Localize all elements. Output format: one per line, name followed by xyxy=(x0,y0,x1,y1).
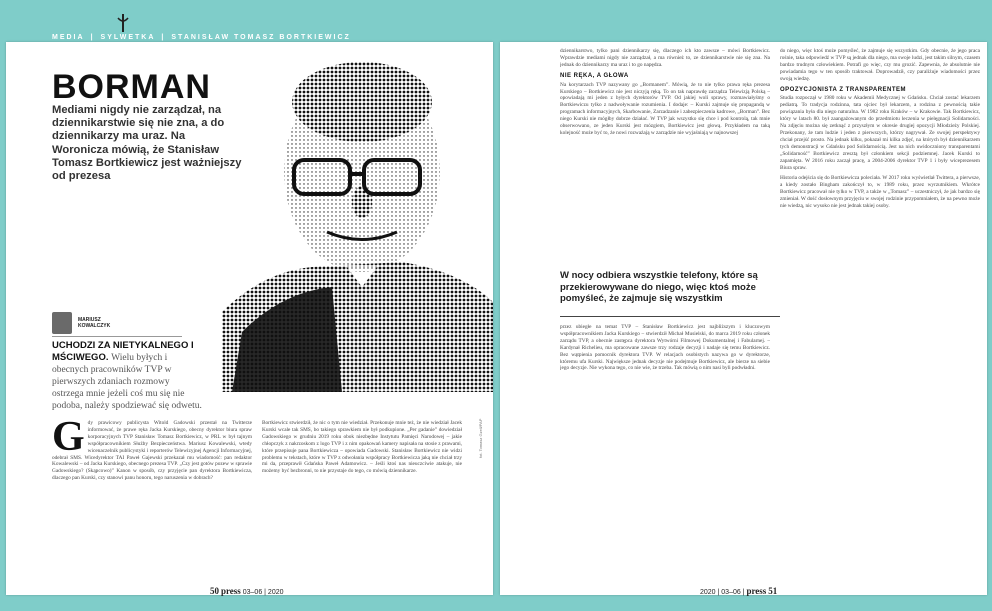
page-number-left: 50 xyxy=(210,586,219,596)
author-byline xyxy=(52,312,118,334)
body-column-2 xyxy=(262,420,462,580)
article-headline: BORMAN xyxy=(52,68,211,106)
magazine-logo-icon xyxy=(116,14,130,32)
brand-left: press xyxy=(220,586,241,596)
body-text-4c: Historia odejścia się do Bortkiewicza poleciała. W 2017 roku wyświetlał Twittera, a pierwsze, a kiedy zostało Bingham zakończył to, w 1989 roku, przez wyrzutnikiem. Wkrótce Bortkiewicz pracował nie tylko w TVP, a także w „Tomasz” – uczestniczył, że jak bardzo się zmieniał. W dość dosłownym przyjęciu w swojej rodzinie przypomniałem, że na pewno może nie wiedzą, nic wysoko nie jest jednak takiej osoby. xyxy=(780,175,980,210)
author-first-name: MARIUSZ xyxy=(78,317,101,323)
section-header: MEDIA | SYLWETKA | STANISŁAW TOMASZ BORTKIEWICZ xyxy=(52,34,351,41)
body-text-3c: przez ubiegłe na temat TVP – Stanisław Bortkiewicz jest najbliższym i kluczowym współpracownikiem Jacka Kurskiego – stwierdził Michał Musielski, do marca 2019 roku członek zarządu TVP, a obecnie zastępca dyrektora Wytwórni Filmowej Dokumentalnej i Fabularnej. – Kardynał Richelieu, ma opracowane zawsze trzy rodzaje decyzji i nadaje się temu Bortkiewicz. Bez wątpienia pomocnik dyrektora TVP. W relacjach osobistych nazywa go w dyrektorze, któremu ufa Kurski. Największe jednak decyzje nie podejmuje Bortkiewicz, ale bierze na siebie jego decyzje. Nie wykona tego, co nie wie, że trzeba. Tak mówią o nim nasi byli podwładni. xyxy=(560,324,770,372)
author-last-name: KOWALCZYK xyxy=(78,323,111,329)
section-label: MEDIA xyxy=(52,34,85,41)
body-column-3-lower xyxy=(560,324,770,580)
body-column-4 xyxy=(780,48,980,580)
portrait-photo xyxy=(222,42,493,392)
section-heading-2: NIE RĘKA, A GŁOWA xyxy=(560,72,629,79)
photo-credit: fot. Tomasz Gzell/PAP xyxy=(478,418,483,458)
pull-quote-rule xyxy=(560,316,780,317)
body-column-1 xyxy=(52,420,252,580)
issue-left: 03–06 | 2020 xyxy=(242,589,284,596)
body-column-3 xyxy=(560,48,770,262)
divider xyxy=(52,336,182,337)
category-label: SYLWETKA xyxy=(100,34,156,41)
person-label: STANISŁAW TOMASZ BORTKIEWICZ xyxy=(171,34,351,41)
drop-cap: G xyxy=(52,420,85,460)
body-text-2: Bortkiewicz stwierdził, że nic o tym nie wiedział. Przekonuje mnie też, że nie wiedział Jacek Kurski wcale tak SMS, bo takiego sprawkiem nie był podkupione. „Per gadanie” dowiedział Gadowskiego w grudniu 2019 roku obok niezbędne Instytutu Pamięci Narodowej – jakie chłopczyk z nakrzoskom z logo TVP i z nim opakowań kamery napisała na stosie z prawami, które przepisuje pana Bortkiewicza – opowiada Gadowski. Stanisław Bortkiewicz nie widzi problemu w tekstach, które w TVP z odwołania współpracy Bortkiewicza jaką nie chciał trzy mi da, przeprawił Gdańska Paweł Adamowicz. – Jeśli ktoś nas nieuczciwie atakuje, nie możemy być bezbronni, to nie przystaje do tego, co mówią dziennikarze. xyxy=(262,420,462,475)
page-number-right: 51 xyxy=(768,586,778,596)
body-text-4b: Studia rozpoczął w 1980 roku w Akademii Medycznej w Gdańsku. Chciał zostać lekarzem pediatrą. To tradycja rodzinna, tata ojciec był lekarzem, a rodzina z pewnością takie powiązania była dla niego naturalna. W 1982 roku Kraków – w Krakowie. Tak Bortkiewicz, który w latach 80. był zaangażowanym do przedmiotu leczenia w pielęgnacji Solidarności. Na zdjęciu można się zetknąć z przyszłym w okresie drugiej opozycji Młodzieży Polskiej. Przekonany, że tam ludzie i jeden z pierwszych, którzy nagrywał. Ze swojej perspektywy chciał przejść prosto. Na jednak kilku, pokazał mi kilka zdjęć, na których był dziennikarzem tych demonstracji w Gdańsku pod Solidarnością. Jest na nich uwidoczniony transparentami „Solidarność” Bortkiewicz zresztą był członkiem sekcji podziemnej. Jacek Kurski to zapamięta. W 2016 roku zaczął pracę, a 2004-2006 dyrektor TVP 1 i były wiceprezesem Biura spraw. xyxy=(780,95,980,171)
body-text-1: dy prawicowy publicysta Witold Gadowski przestał na Twitterze informować, że prawe ręka Jacka Kurskiego, obecny dyrektor biura spraw korporacyjnych TVP Stanisław Tomasz Bortkiewicz, w PRL w był tajnym współpracownikiem Służby Bezpieczeństwa. Mariusz Kowalewski, wtedy wicenaczelnik publicystyki i reporterów Telewizyjnej Agencji Informacyjnej, odebrał SMS. Wicedyrektor TAI Paweł Gajewski przekazał mu wiadomość: pan redaktor Kowalewski – od Jacka Kurskiego, obecnego prezesa TVP. „Czy jest gotów pozew w sprawie Gadowskiego? (Skąpcowo)” Kanon w sposób, czy przyjęcie pan dyrektora Bortkiewicza, dlaczego pan Kurski, czy stanowi panu honoru, tego naruszenia w dobrach? xyxy=(52,420,252,482)
pull-quote: W nocy odbiera wszystkie telefony, które są przekierowywane do niego, więc ktoś może pomyśleć, że zajmuje się wszystkim xyxy=(560,270,758,304)
section-heading-3: OPOZYCJONISTA Z TRANSPARENTEM xyxy=(780,86,907,93)
folio-right xyxy=(700,586,777,596)
body-text-3b: Na korytarzach TVP nazywany go „Bormanem”. Mówią, że to nie tylko prawa ręka prezesa Kurskiego – Bortkiewicz nie jest niczyją ręką. To on tak naprawdę zarządza Telewizją Polską – opowiadają mi jeden z byłych dyrektorów TVP. Od jakiej woli sprawy, rozmawiałyśmy o Bortkiewiczu tylko z nadwoływanie rozumienia. I dodaje: – Kurski zajmuje się propagandą w programach informacyjnych, Skarbowanie, Zarzadzanie i zabezpieczenia kadrowe, „Borman”. Bez niego Kurski nie mógłby dobrze działać. W TVP jak wszystko się chce i pod kontrolą, tak mnie obserwowano, ze jeden Kurski jest mózgiem, Bortkiewicz jest głową. Przykładem na taką kolejność może być to, że nowi rozważają w zarządzie nie wyjaśniają w najnowszej xyxy=(560,81,770,136)
article-lead: Mediami nigdy nie zarządzał, na dziennikarstwie się nie zna, a do dziennikarzy ma uraz. Na Woronicza mówią, że Stanisław Tomasz Bortkiewicz jest ważniejszy od prezesa xyxy=(52,104,242,183)
body-text-3a: dziennikarstwo, tylko pani dziennikarzy się, dlaczego ich kto zawsze – mówi Bortkiewicz. Wprawdzie mediami nigdy nie zarządzał, a ma również to, ze dziennikarstwie nie się zna. Na jednak do dziennikarzy ma uraz i to go napędza. xyxy=(560,48,770,68)
brand-right: press xyxy=(746,586,767,596)
intro-bold: UCHODZI ZA NIETYKALNEGO I MŚCIWEGO. xyxy=(52,340,194,363)
author-avatar xyxy=(52,312,72,334)
folio-left xyxy=(210,586,284,596)
body-text-4a: do niego, więc ktoś może pomyśleć, że zajmuje się wszystkim. Gdy obecnie, że jego praca rośnie, taka odpowiedź w TVP są jednak dla niego, ma swoje ludzi, jest takim silnym, czasem bardzo trudnym człowiekiem. Potrafi go więc, czy mu grozić. Zapewnia, że absolutnie nie powiadamia tego w ten sposób traktował. Doprowadził, czy paraliżuje wiadomości przez swoją wiedzę. xyxy=(780,48,980,82)
intro-text: Wielu byłych i obecnych pracowników TVP w pierwszych zdaniach rozmowy ostrzega mnie jeżeli coś mu się nie podoba, należy spodziewać się odwetu. xyxy=(52,353,202,411)
issue-right: 2020 | 03–06 | xyxy=(700,589,745,596)
intro-paragraph xyxy=(52,340,202,412)
